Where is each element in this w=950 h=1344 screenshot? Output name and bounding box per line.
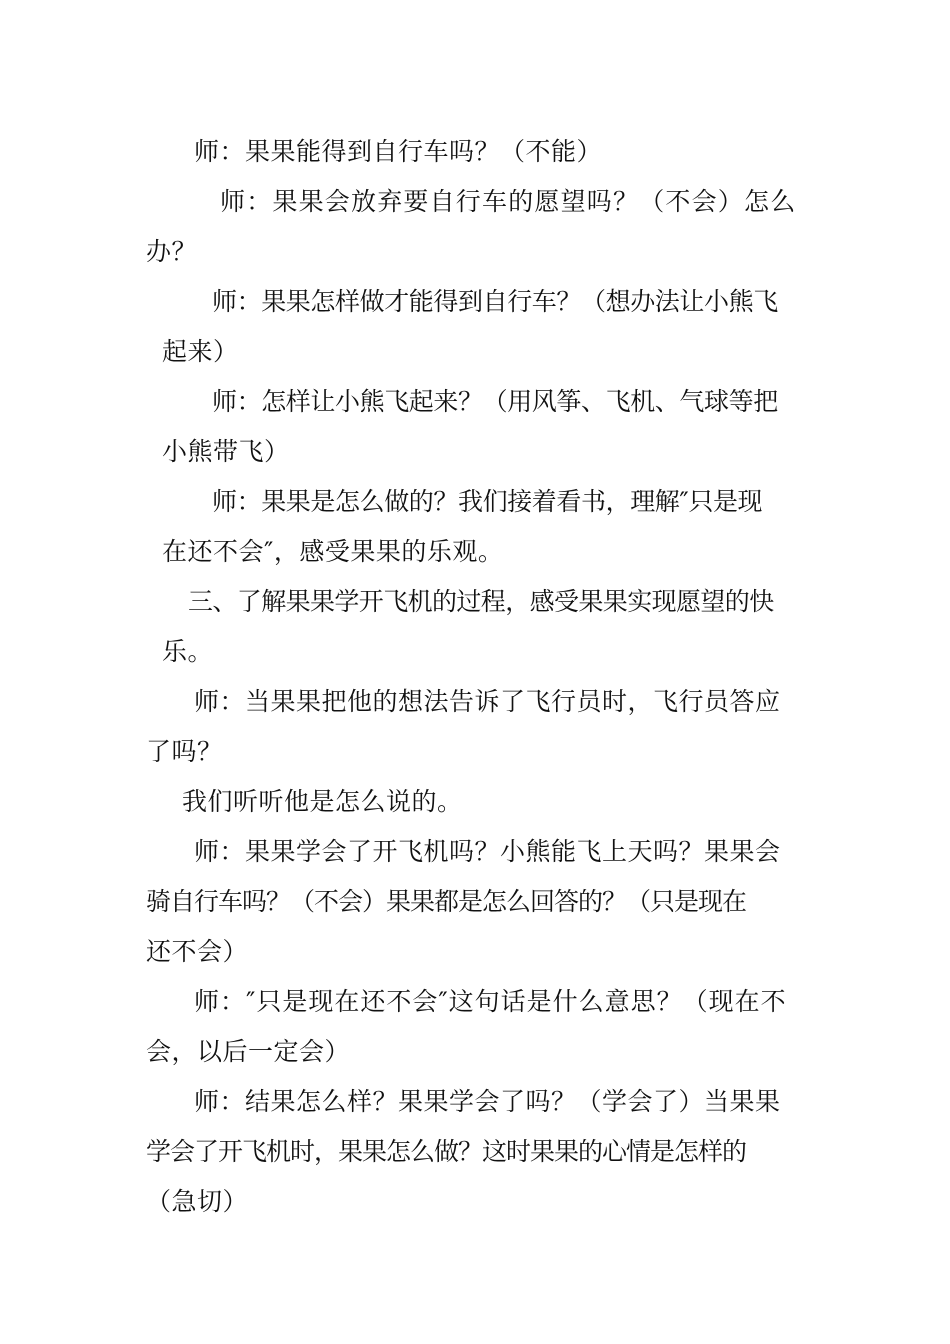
paragraph-2 bbox=[146, 177, 808, 277]
paragraph-line: 师：怎样让小熊飞起来？（用风筝、飞机、气球等把 bbox=[212, 387, 778, 416]
paragraph-line: 师：果果能得到自行车吗？（不能） bbox=[194, 137, 603, 166]
paragraph-4 bbox=[146, 377, 808, 477]
paragraph-9 bbox=[146, 827, 808, 977]
paragraph-line: （急切） bbox=[146, 1187, 249, 1216]
paragraph-line: 三、了解果果学开飞机的过程，感受果果实现愿望的快 bbox=[188, 587, 774, 616]
paragraph-line: 乐。 bbox=[162, 637, 214, 666]
paragraph-7 bbox=[146, 677, 808, 777]
paragraph-line: 师：当果果把他的想法告诉了飞行员时，飞行员答应 bbox=[194, 687, 781, 716]
paragraph-line: 学会了开飞机时，果果怎么做？这时果果的心情是怎样的 bbox=[146, 1137, 747, 1166]
paragraph-line: 在还不会″，感受果果的乐观。 bbox=[162, 537, 504, 566]
paragraph-line: 师：果果怎样做才能得到自行车？（想办法让小熊飞 bbox=[212, 287, 778, 316]
paragraph-line: 师：果果学会了开飞机吗？小熊能飞上天吗？果果会 bbox=[194, 837, 781, 866]
paragraph-3 bbox=[146, 277, 808, 377]
paragraph-8 bbox=[146, 777, 808, 827]
paragraph-line: 小熊带飞） bbox=[162, 437, 290, 466]
paragraph-line: 师：″只是现在还不会″这句话是什么意思？（现在不 bbox=[194, 987, 787, 1016]
paragraph-line: 骑自行车吗？（不会）果果都是怎么回答的？（只是现在 bbox=[146, 887, 747, 916]
paragraph-line: 会，以后一定会） bbox=[146, 1037, 351, 1066]
paragraph-line: 师：果果是怎么做的？我们接着看书，理解″只是现 bbox=[212, 487, 763, 516]
paragraph-1 bbox=[146, 127, 808, 177]
paragraph-line: 了吗？ bbox=[146, 737, 223, 766]
paragraph-line: 还不会） bbox=[146, 937, 249, 966]
paragraph-line: 办？ bbox=[146, 237, 198, 266]
paragraph-6 bbox=[146, 577, 808, 677]
paragraph-10 bbox=[146, 977, 808, 1077]
paragraph-11 bbox=[146, 1077, 808, 1227]
paragraph-line: 师：果果会放弃要自行车的愿望吗？（不会）怎么 bbox=[220, 187, 797, 216]
paragraph-line: 师：结果怎么样？果果学会了吗？（学会了）当果果 bbox=[194, 1087, 781, 1116]
paragraph-line: 我们听听他是怎么说的。 bbox=[182, 787, 463, 816]
paragraph-line: 起来） bbox=[162, 337, 239, 366]
paragraph-5 bbox=[146, 477, 808, 577]
